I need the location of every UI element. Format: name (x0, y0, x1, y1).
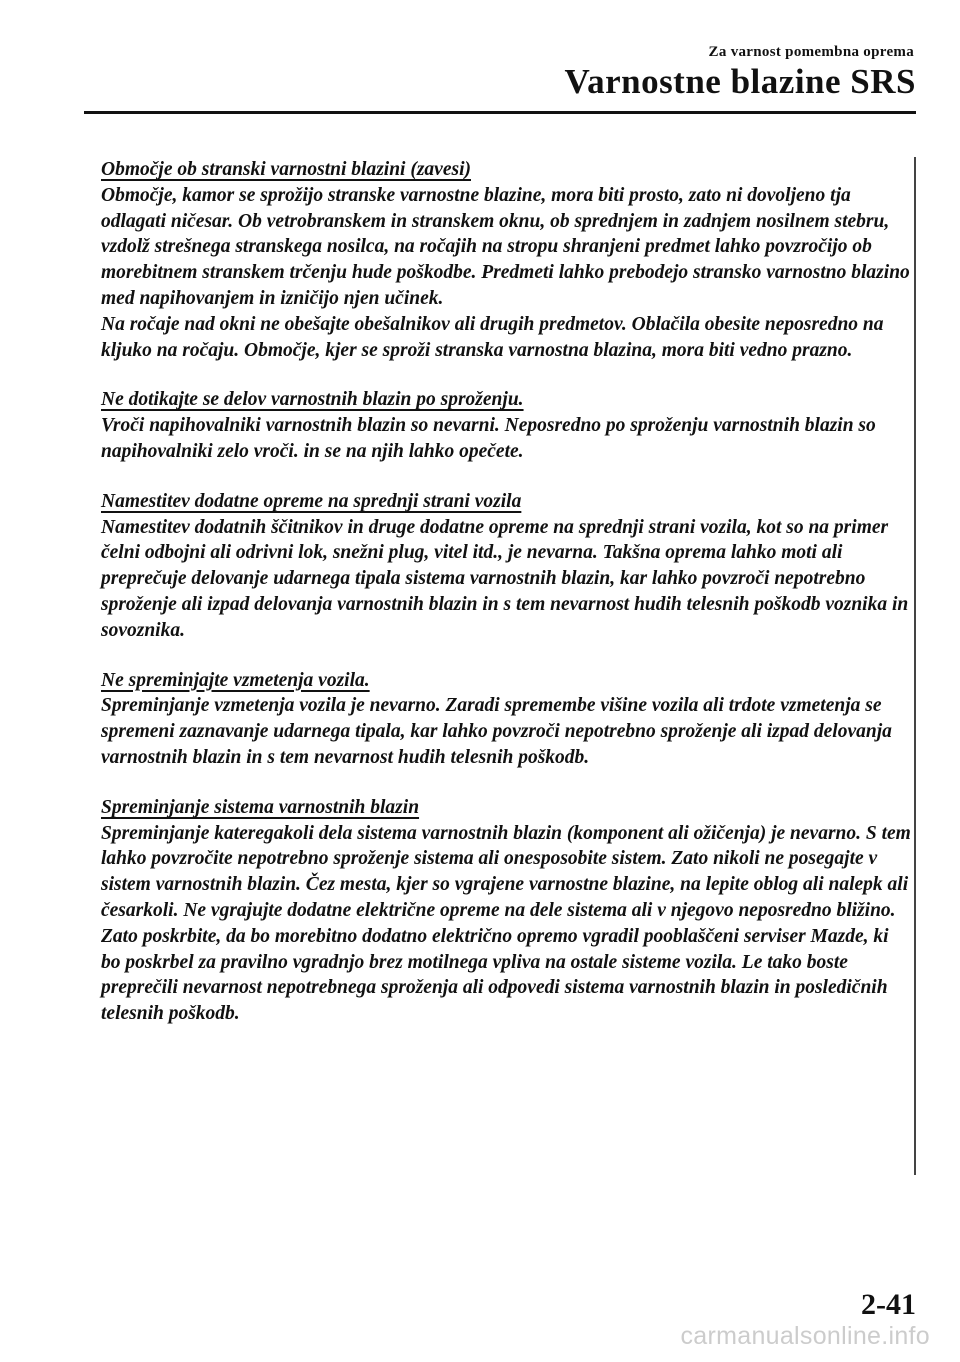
section-heading: Spreminjanje sistema varnostnih blazin (101, 796, 420, 818)
section-heading: Namestitev dodatne opreme na sprednji strani vozila (101, 490, 522, 512)
section-body (101, 693, 911, 770)
body-paragraph: Namestitev dodatnih ščitnikov in druge dodatne opreme na sprednji strani vozila, kot so na primer čelni odbojni ali odrivni lok, snežni plug, vitel itd., je nevarna. Takšna oprema lahko moti ali preprečuje delovanje udarnega tipala sistema varnostnih blazin, kar lahko povzroči nepotrebno sproženje ali izpad delovanja varnostnih blazin in s tem nevarnost hudih telesnih poškodb voznika in sovoznika. (101, 516, 909, 641)
section-body (101, 515, 911, 644)
warning-section (101, 668, 911, 771)
body-paragraph: Območje, kamor se sprožijo stranske varnostne blazine, mora biti prosto, zato ni dovoljeno tja odlagati ničesar. Ob vetrobranskem in stranskem oknu, ob sprednjem in zadnjem nosilnem stebru, vzdolž strešnega stranskega nosilca, na ročajih na stropu shranjeni predmet lahko povzročijo ob morebitnem stranskem trčenju hude poškodbe. Predmeti lahko prebodejo stransko varnostno blazino med napihovanjem in izničijo njen učinek. (101, 184, 910, 309)
body-paragraph: Vroči napihovalniki varnostnih blazin so nevarni. Neposredno po sproženju varnostnih blazin so napihovalniki zelo vroči. in se na njih lahko opečete. (101, 415, 876, 462)
body-paragraph: Na ročaje nad okni ne obešajte obešalnikov ali drugih predmetov. Oblačila obesite neposredno na kljuko na ročaju. Območje, kjer se sproži stranska varnostna blazina, mora biti vedno prazno. (101, 313, 884, 361)
section-body (101, 413, 911, 465)
page-title: Varnostne blazine SRS (564, 62, 916, 101)
warning-section (101, 387, 911, 464)
warning-side-bar (914, 157, 916, 1175)
watermark-text: carmanualsonline.info (680, 1322, 930, 1350)
page-number: 2-41 (861, 1288, 916, 1321)
body-paragraph: Spreminjanje kateregakoli dela sistema varnostnih blazin (komponent ali ožičenja) je nevarno. S tem lahko povzročite nepotrebno sproženje sistema ali onesposobite sistem. Zato nikoli ne posegajte v sistem varnostnih blazin. Čez mesta, kjer so vgrajene varnostne blazine, na lepite oblog ali nalepk ali česarkoli. Ne vgrajujte dodatne električne opreme na dele sistema ali v njegovo neposredno bližino. Zato poskrbite, da bo morebitno dodatno električno opremo vgradil pooblaščeni serviser Mazde, ki bo poskrbel za pravilno vgradnjo brez motilnega vpliva na ostale sisteme vozila. Le tako boste preprečili nevarnost nepotrebnega sproženja ali odpovedi sistema varnostnih blazin in posledičnih telesnih poškodb. (101, 822, 911, 1025)
warning-content (101, 157, 911, 1051)
header-rule (84, 111, 916, 114)
header-section-label: Za varnost pomembna oprema (708, 44, 914, 60)
section-heading: Ne dotikajte se delov varnostnih blazin po sproženju. (101, 389, 524, 411)
warning-section (101, 795, 911, 1027)
section-body (101, 183, 911, 364)
warning-section (101, 489, 911, 644)
body-paragraph: Spreminjanje vzmetenja vozila je nevarno. Zaradi spremembe višine vozila ali trdote vzmetenja se spremeni zaznavanje udarnega tipala, kar lahko povzroči nepotrebno sproženje ali izpad delovanja varnostnih blazin in s tem nevarnost hudih telesnih poškodb. (101, 695, 892, 768)
section-heading: Območje ob stranski varnostni blazini (zavesi) (101, 159, 471, 180)
section-body (101, 821, 911, 1027)
section-heading: Ne spreminjajte vzmetenja vozila. (101, 669, 370, 691)
warning-section (101, 157, 911, 363)
